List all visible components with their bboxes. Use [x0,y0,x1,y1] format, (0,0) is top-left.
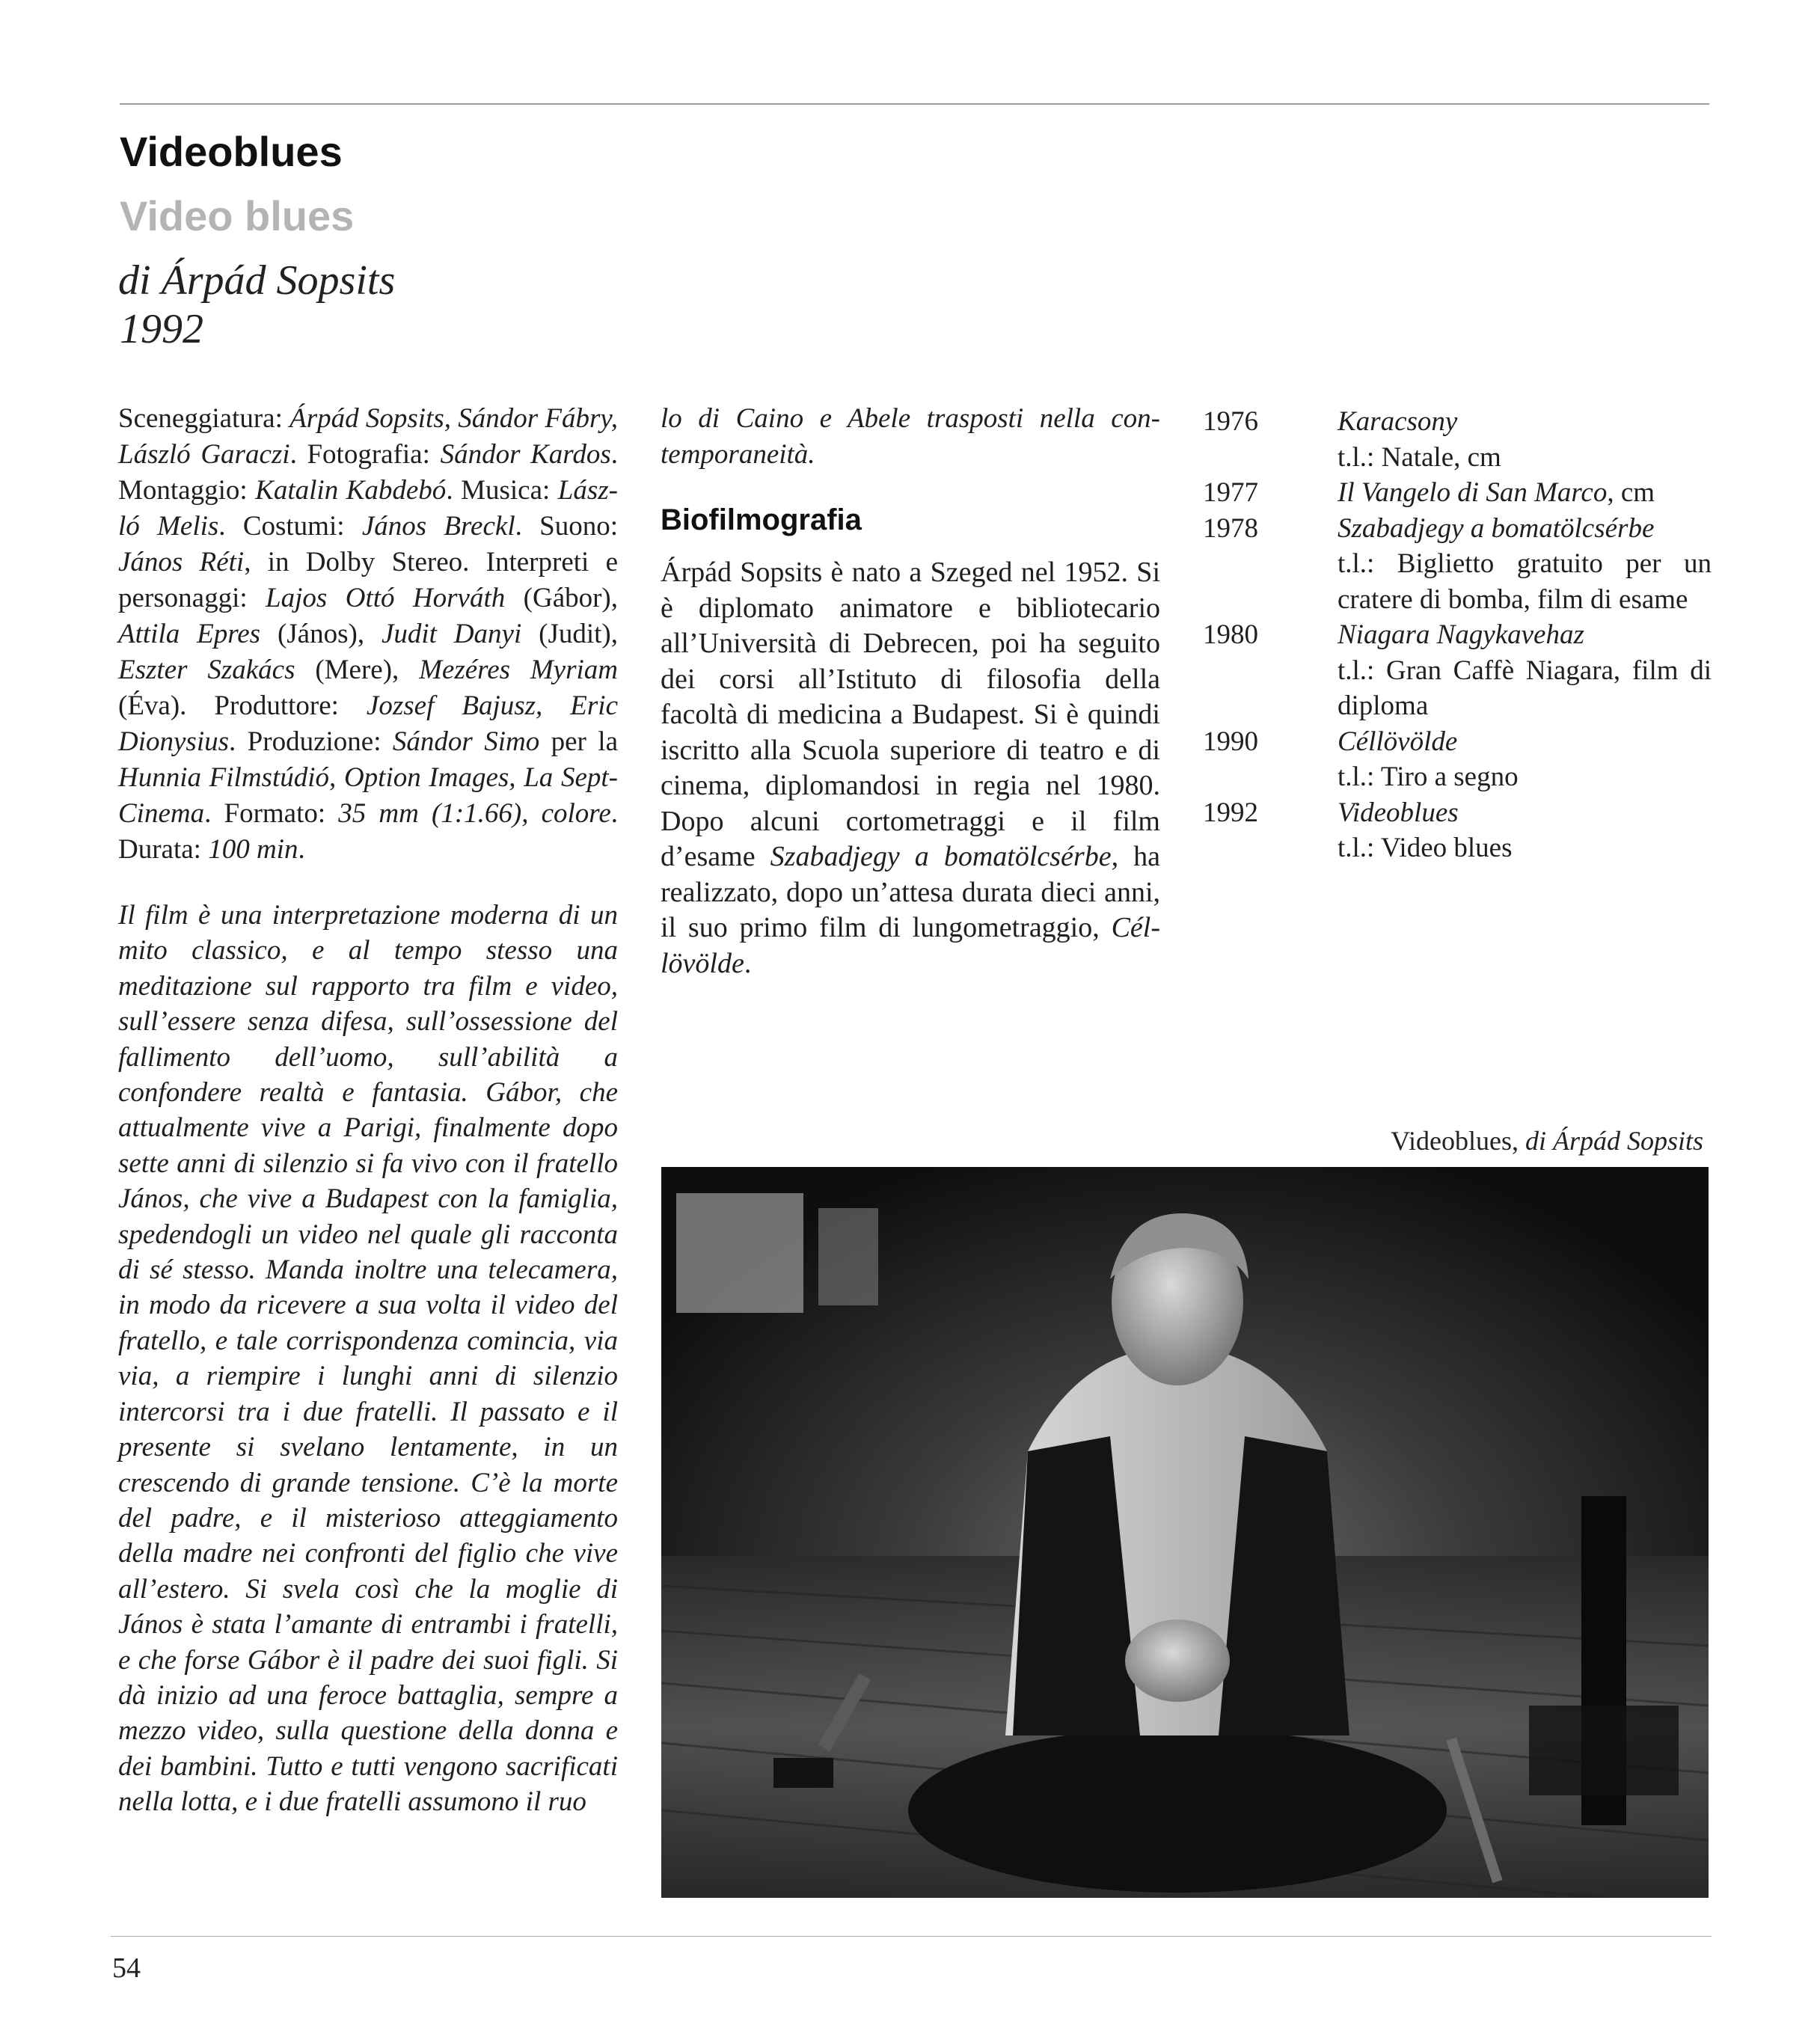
credit-label: per la [539,726,618,757]
release-year: 1992 [120,306,203,352]
credit-value: Mezéres Myriam [419,655,618,685]
credit-value: Attila Epres [118,619,261,649]
film-year: 1978 [1203,512,1258,544]
film-title: Videoblues [1338,797,1459,828]
film-title: Il Vangelo di San Marco [1338,477,1608,508]
poster-on-wall [818,1208,878,1305]
credits-block [118,401,618,868]
page-number: 54 [112,1952,141,1984]
credit-label: . Fotografia: [289,439,441,470]
filmography-entry [1203,404,1712,475]
credit-value: Lajos Ottó Horváth [266,583,506,613]
filmography-entry [1203,795,1712,866]
film-year: 1990 [1203,726,1258,757]
caption-title: Videoblues [1391,1126,1512,1156]
bio-text: , ha realizzato, dopo un’attesa durata dieci anni, il suo primo film di lungometraggio, [661,841,1160,943]
bio-film-title: Szabadjegy a bomatölcsérbe [770,841,1112,872]
credit-label: , in Dolby Stereo. Interpreti e personaggi: [118,547,619,613]
credit-value: János Breckl [361,511,515,542]
film-translation: t.l.: Video blues [1338,833,1513,863]
film-title: Niagara Nagykavehaz [1338,619,1584,650]
film-title: Céllövölde [1338,726,1458,757]
credit-value: Eszter Szakács [118,655,295,685]
film-year: 1992 [1203,797,1258,828]
cables [1529,1706,1679,1795]
filmography-entry [1203,617,1712,724]
credit-value: 100 min [208,834,298,865]
credit-label: Sceneggiatura: [118,403,290,434]
credit-label: . Formato: [204,798,339,829]
filmography-list [1203,404,1712,866]
film-year: 1980 [1203,619,1258,650]
credit-value: Árpád Sopsits, Sándor Fábry, László Garaczi [118,403,618,470]
credit-value: Katalin Kabdebó [255,475,447,506]
credit-label: . Montaggio: [118,439,618,506]
film-title: Szabadjegy a bomatölcsérbe [1338,512,1655,544]
synopsis-part-1: Il film è una interpretazione moderna di un mito classico, e al tempo stesso una meditazione sul rapporto tra film e video, sull’essere senza difesa, sull’ossessione del fallimento dell’uomo, sull’abilità a confondere realtà e fantasia. Gábor, che attualmente vive a Parigi, finalmente dopo sette anni di silenzio si fa vivo con il fratello János, che vive a Budapest con la famiglia, spedendogli un video nel quale gli racconta di sé stesso. Manda inoltre una telecamera, in modo da ricevere a sua volta il video del fratello, e tale corrispondenza comincia, via via, a riempire i lunghi anni di silenzio intercorsi tra i due fratelli. Il passato e il presente si svelano lentamente, in un crescendo di grande tensione. C’è la morte del padre, e il misterioso atteggiamento della madre nei confronti del figlio che vive all’estero. Si svela così che la moglie di János è stata l’amante di entrambi i fratelli, e che forse Gábor è il padre dei suoi figli. Si dà inizio ad una feroce battaglia, sempre a mezzo video, sulla questione della donna e dei bambini. Tutto e tutti vengono sacrificati nella lotta, e i due fratelli assumono il ruo [118,900,618,1818]
credit-value: Sándor Kardos [440,439,611,470]
film-year: 1976 [1203,406,1258,437]
biography-text [661,555,1160,981]
film-still-photo [661,1167,1709,1898]
credit-label: (Mere), [295,655,420,685]
credit-label: (János), [260,619,382,649]
credit-label: (Gábor), [505,583,619,613]
film-format: , cm [1607,477,1655,508]
alt-title: Video blues [120,192,355,239]
film-translation: t.l.: Tiro a segno [1338,762,1519,792]
credit-label: (Éva). Produttore: [118,690,367,721]
filmography-entry [1203,475,1712,511]
film-translation: t.l.: Gran Caffè Niagara, film di diploma [1338,655,1712,721]
credit-label: (Judit), [521,619,618,649]
credit-value: Judit Danyi [381,619,522,649]
credit-label: . Costumi: [218,511,362,542]
credit-label: . Durata: [118,798,618,865]
biofilmography-heading: Biofilmografia [661,503,862,536]
film-translation: t.l.: Natale, cm [1338,441,1501,473]
bio-film-title: Céllövölde [661,912,1160,979]
credit-label: . Musica: [446,475,558,506]
clasped-hands [1125,1620,1230,1702]
credit-label: . [298,834,305,865]
film-still-illustration [661,1167,1709,1898]
synopsis-part-2: lo di Caino e Abele trasposti nella contemporaneità. [661,403,1160,470]
top-rule [120,103,1709,105]
credit-label: . Produzione: [229,726,393,757]
crossed-legs [908,1728,1447,1893]
caption-separator: , [1511,1126,1525,1156]
film-translation: t.l.: Biglietto gratuito per un cratere di bomba, film di esame [1338,548,1712,615]
page-title: Videoblues [120,128,343,175]
caption-director: di Árpád Sopsits [1525,1126,1703,1156]
credit-value: János Réti [118,547,245,578]
photo-caption [1391,1124,1703,1158]
director-line: di Árpád Sopsits [118,257,396,304]
film-title: Karacsony [1338,406,1458,437]
film-year: 1977 [1203,477,1258,508]
hammer-head [773,1758,833,1788]
poster-on-wall [676,1193,803,1313]
credit-value: Hunnia Filmstúdió, Option Images, La Sept-Cinema [118,762,618,829]
bio-text: Árpád Sopsits è nato a Szeged nel 1952. Si è diplomato animatore e bibliotecario all’Università di Debrecen, poi ha seguito dei corsi all’Istituto di filosofia della facoltà di medicina a Budapest. Si è quindi iscritto alla Scuola superiore di teatro e di cinema, diplomandosi in regia nel 1980. Dopo alcuni cortometraggi e il film d’esame [661,557,1160,872]
credit-value: 35 mm (1:1.66), colore [338,798,611,829]
bio-text: . [744,947,752,979]
filmography-entry [1203,724,1712,795]
credit-value: László Melis [118,475,618,542]
bottom-rule [111,1936,1712,1937]
credit-label: . Suono: [515,511,619,542]
filmography-entry [1203,511,1712,618]
credit-value: Jozsef Bajusz, Eric Dionysius [118,690,618,757]
credit-value: Sándor Simo [392,726,540,757]
